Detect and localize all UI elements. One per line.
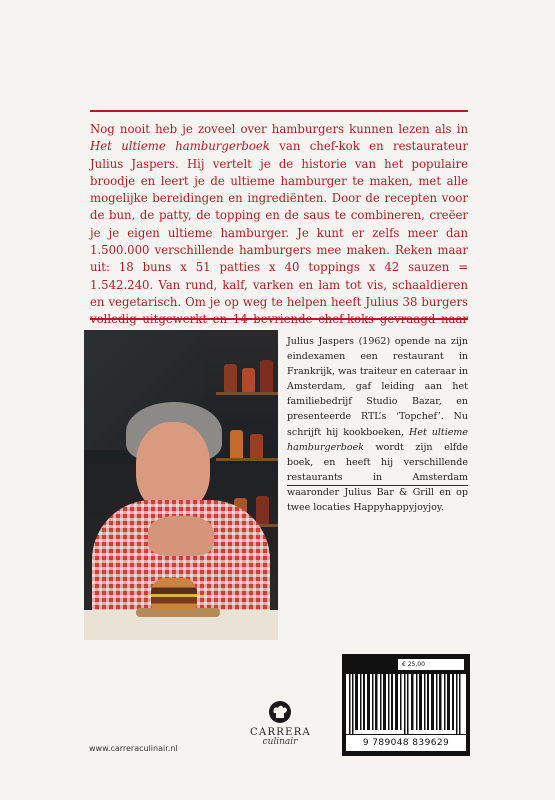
isbn-number: 9 789048 839629 [346, 735, 466, 751]
burger-image [151, 578, 197, 610]
blurb-book-title: Het ultieme hamburgerboek [90, 139, 270, 154]
middle-rule [90, 318, 468, 320]
bio-part1: Julius Jaspers (1962) opende na zijn eindexamen een restaurant in Frankrijk, was traiteur en cateraar in Amsterdam, gaf leiding aan het familiebedrijf Studio Bazar, en presenteerde RTL’s ‘Topchef’. Nu schrijft hij kookboeken, [287, 336, 468, 438]
barcode-bars [346, 674, 466, 734]
publisher-website: www.carreraculinair.nl [89, 744, 178, 753]
bio-rule [287, 485, 468, 486]
publisher-logo [250, 700, 310, 747]
price-label: € 25,00 [398, 659, 464, 670]
top-rule [90, 110, 468, 112]
author-bio [287, 334, 468, 515]
chef-hat-icon [267, 700, 293, 724]
barcode [342, 654, 470, 756]
bio-book-title: Het ultieme hamburgerboek [287, 426, 468, 453]
publisher-sub: culinair [262, 737, 298, 747]
bio-part2: wordt zijn elfde boek, en heeft hij verschillende restaurants in Amsterdam waaronder Julius Bar & Grill en op twee locaties Happyhappyjoyjoy. [287, 441, 468, 514]
author-photo [84, 330, 278, 640]
back-cover-blurb [90, 121, 468, 346]
blurb-intro: Nog nooit heb je zoveel over hamburgers kunnen lezen als in [90, 122, 468, 136]
publisher-name: CARRERA [250, 727, 312, 738]
blurb-body: van chef-kok en restaurateur Julius Jaspers. Hij vertelt je de historie van het populaire broodje en leert je de ultieme hamburger te maken, met alle mogelijke bereidingen en ingrediënten. Door de recepten voor de bun, de patty, de topping en de saus te combineren, creëer je je eigen ultieme hamburger. Je kunt er zelfs meer dan 1.500.000 verschillende hamburgers mee maken. Reken maar uit: 18 buns x 51 patties x 40 toppings x 42 sauzen = 1.542.240. Van rund, kalf, varken en lam tot vis, schaaldieren en vegetarisch. Om je op weg te helpen heeft Julius 38 burgers [90, 139, 468, 309]
